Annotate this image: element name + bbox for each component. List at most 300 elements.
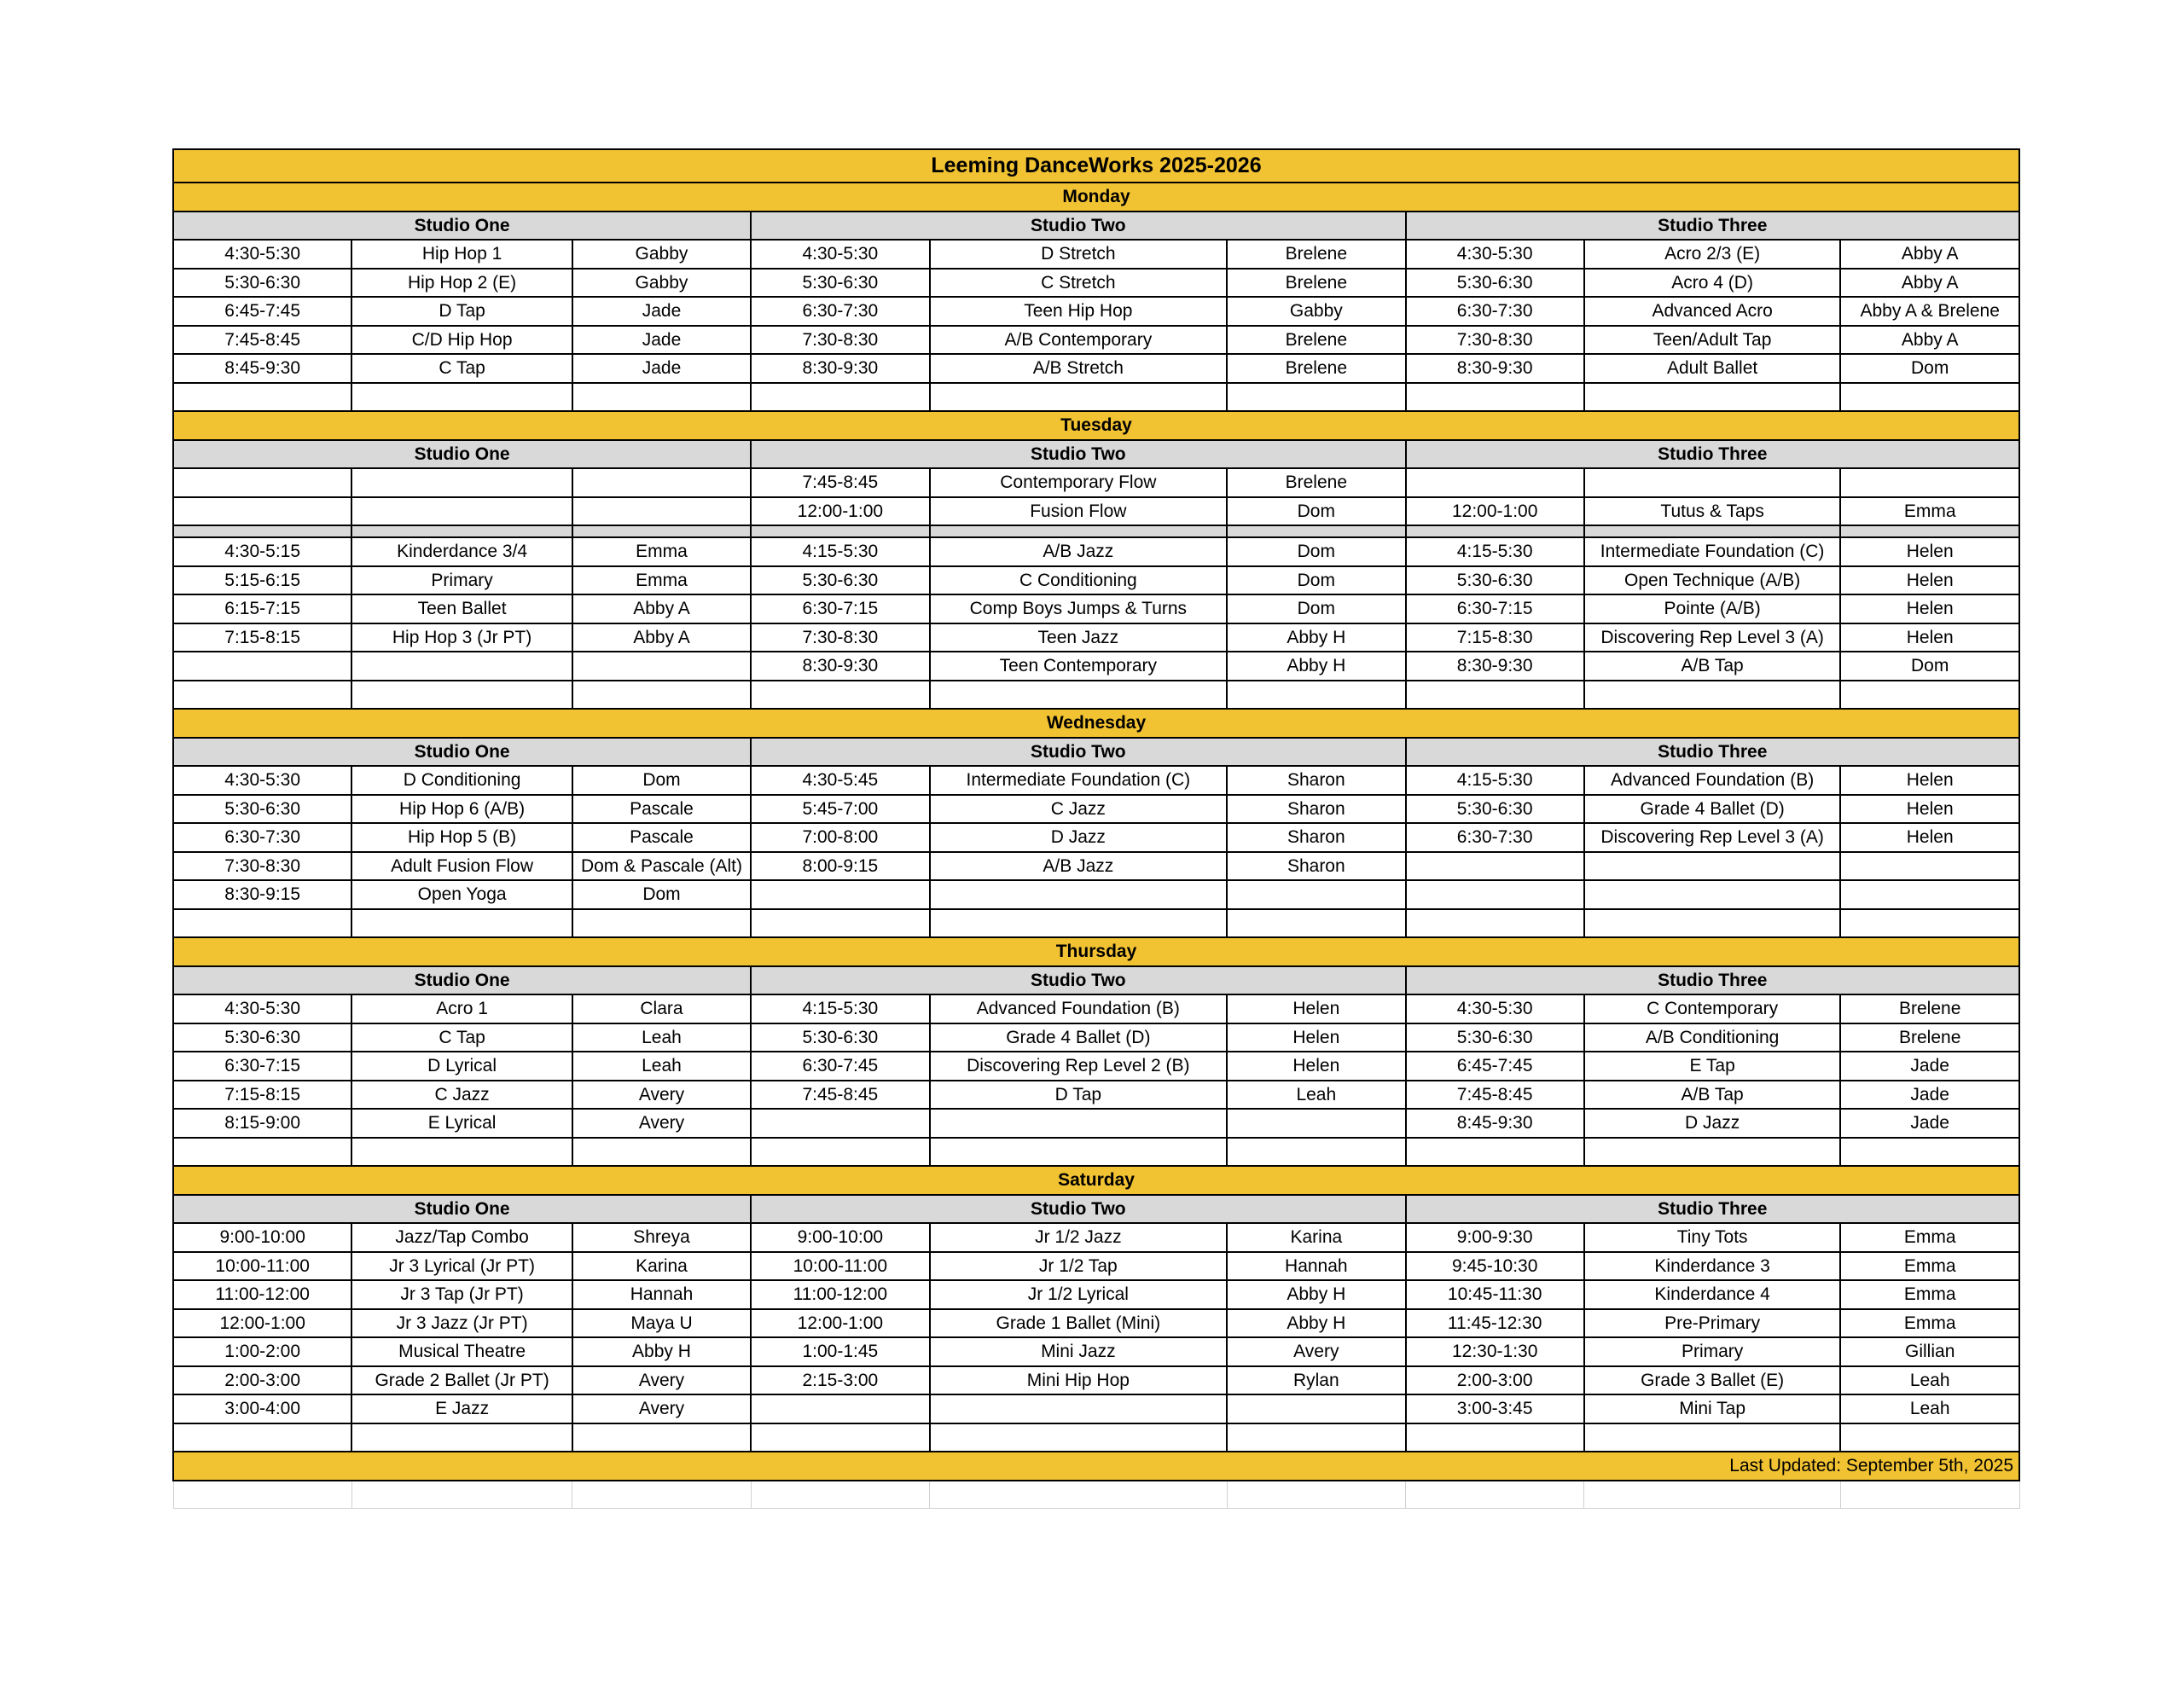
instructor-cell bbox=[1840, 909, 2019, 938]
instructor-cell: Helen bbox=[1840, 566, 2019, 595]
time-cell: 7:45-8:45 bbox=[751, 1081, 929, 1110]
separator-row bbox=[173, 525, 2019, 537]
instructor-cell: Leah bbox=[572, 1023, 751, 1052]
instructor-cell: Sharon bbox=[1227, 823, 1405, 852]
instructor-cell: Emma bbox=[1840, 1252, 2019, 1281]
class-cell bbox=[930, 1394, 1228, 1423]
class-cell bbox=[1584, 1138, 1841, 1167]
time-cell bbox=[173, 468, 351, 497]
time-cell: 7:45-8:45 bbox=[751, 468, 929, 497]
instructor-cell bbox=[572, 497, 751, 526]
time-cell: 12:30-1:30 bbox=[1406, 1337, 1584, 1366]
time-cell: 4:15-5:30 bbox=[751, 537, 929, 566]
class-cell bbox=[1584, 468, 1841, 497]
time-cell: 7:00-8:00 bbox=[751, 823, 929, 852]
class-cell: Contemporary Flow bbox=[930, 468, 1228, 497]
schedule-row bbox=[173, 909, 2019, 938]
instructor-cell: Helen bbox=[1840, 823, 2019, 852]
class-cell: Primary bbox=[351, 566, 572, 595]
instructor-cell: Gabby bbox=[1227, 297, 1405, 326]
time-cell: 7:15-8:15 bbox=[173, 623, 351, 652]
time-cell: 6:30-7:15 bbox=[173, 1052, 351, 1081]
instructor-cell bbox=[572, 1138, 751, 1167]
instructor-cell: Dom & Pascale (Alt) bbox=[572, 852, 751, 881]
time-cell bbox=[173, 681, 351, 710]
instructor-cell: Emma bbox=[572, 566, 751, 595]
schedule-row bbox=[173, 1138, 2019, 1167]
class-cell: Primary bbox=[1584, 1337, 1841, 1366]
time-cell: 5:30-6:30 bbox=[751, 566, 929, 595]
instructor-cell: Avery bbox=[572, 1366, 751, 1395]
instructor-cell bbox=[1840, 880, 2019, 909]
class-cell bbox=[930, 880, 1228, 909]
class-cell: Teen Ballet bbox=[351, 594, 572, 623]
instructor-cell bbox=[1227, 880, 1405, 909]
schedule-table bbox=[172, 148, 2020, 1509]
class-cell: C Tap bbox=[351, 1023, 572, 1052]
instructor-cell: Hannah bbox=[572, 1280, 751, 1309]
class-cell: C/D Hip Hop bbox=[351, 326, 572, 355]
class-cell: Acro 1 bbox=[351, 994, 572, 1023]
class-cell: Teen Contemporary bbox=[930, 652, 1228, 681]
schedule-row bbox=[173, 269, 2019, 298]
time-cell: 7:30-8:30 bbox=[173, 852, 351, 881]
time-cell: 7:15-8:15 bbox=[173, 1081, 351, 1110]
class-cell: D Jazz bbox=[1584, 1109, 1841, 1138]
class-cell: Jr 3 Jazz (Jr PT) bbox=[351, 1309, 572, 1338]
schedule-row bbox=[173, 681, 2019, 710]
instructor-cell bbox=[1840, 1138, 2019, 1167]
schedule-row bbox=[173, 652, 2019, 681]
instructor-cell: Abby H bbox=[1227, 1280, 1405, 1309]
time-cell bbox=[1406, 468, 1584, 497]
time-cell: 12:00-1:00 bbox=[1406, 497, 1584, 526]
instructor-cell: Avery bbox=[1227, 1337, 1405, 1366]
instructor-cell bbox=[572, 1423, 751, 1452]
empty-cell bbox=[930, 1481, 1228, 1509]
class-cell: D Jazz bbox=[930, 823, 1228, 852]
instructor-cell: Brelene bbox=[1840, 1023, 2019, 1052]
time-cell: 9:00-9:30 bbox=[1406, 1223, 1584, 1252]
schedule-row bbox=[173, 326, 2019, 355]
schedule-row bbox=[173, 594, 2019, 623]
schedule-row bbox=[173, 1366, 2019, 1395]
time-cell bbox=[751, 1109, 929, 1138]
empty-cell bbox=[173, 1481, 351, 1509]
instructor-cell: Jade bbox=[572, 326, 751, 355]
instructor-cell: Jade bbox=[1840, 1109, 2019, 1138]
time-cell: 8:30-9:30 bbox=[751, 354, 929, 383]
class-cell bbox=[1584, 1423, 1841, 1452]
instructor-cell bbox=[1840, 1423, 2019, 1452]
time-cell: 11:45-12:30 bbox=[1406, 1309, 1584, 1338]
instructor-cell: Emma bbox=[572, 537, 751, 566]
class-cell bbox=[351, 681, 572, 710]
class-cell: C Stretch bbox=[930, 269, 1228, 298]
studio-header-row bbox=[173, 1195, 2019, 1224]
time-cell: 6:45-7:45 bbox=[1406, 1052, 1584, 1081]
class-cell: Intermediate Foundation (C) bbox=[1584, 537, 1841, 566]
time-cell bbox=[751, 1138, 929, 1167]
empty-cell bbox=[572, 1481, 751, 1509]
footer-row bbox=[173, 1452, 2019, 1481]
time-cell: 12:00-1:00 bbox=[751, 1309, 929, 1338]
class-cell: D Tap bbox=[351, 297, 572, 326]
schedule-row bbox=[173, 766, 2019, 795]
time-cell: 8:00-9:15 bbox=[751, 852, 929, 881]
instructor-cell: Abby H bbox=[1227, 652, 1405, 681]
class-cell: Grade 1 Ballet (Mini) bbox=[930, 1309, 1228, 1338]
time-cell: 4:30-5:45 bbox=[751, 766, 929, 795]
class-cell: Mini Tap bbox=[1584, 1394, 1841, 1423]
time-cell: 4:30-5:30 bbox=[1406, 994, 1584, 1023]
class-cell: Mini Jazz bbox=[930, 1337, 1228, 1366]
instructor-cell bbox=[572, 681, 751, 710]
empty-cell bbox=[1584, 1481, 1841, 1509]
instructor-cell: Jade bbox=[572, 297, 751, 326]
time-cell: 5:30-6:30 bbox=[1406, 1023, 1584, 1052]
instructor-cell bbox=[1840, 852, 2019, 881]
time-cell: 4:30-5:15 bbox=[173, 537, 351, 566]
title-row bbox=[173, 149, 2019, 183]
time-cell: 5:15-6:15 bbox=[173, 566, 351, 595]
class-cell: Tiny Tots bbox=[1584, 1223, 1841, 1252]
instructor-cell: Helen bbox=[1227, 1052, 1405, 1081]
instructor-cell: Helen bbox=[1840, 766, 2019, 795]
instructor-cell: Jade bbox=[1840, 1052, 2019, 1081]
class-cell: Advanced Acro bbox=[1584, 297, 1841, 326]
schedule-row bbox=[173, 823, 2019, 852]
time-cell: 1:00-1:45 bbox=[751, 1337, 929, 1366]
time-cell bbox=[173, 1423, 351, 1452]
day-header: Monday bbox=[173, 183, 2019, 212]
class-cell bbox=[930, 909, 1228, 938]
time-cell: 2:00-3:00 bbox=[173, 1366, 351, 1395]
class-cell: D Conditioning bbox=[351, 766, 572, 795]
schedule-row bbox=[173, 1394, 2019, 1423]
studio-header: Studio Three bbox=[1406, 1195, 2020, 1224]
schedule-body bbox=[173, 149, 2019, 1508]
class-cell: C Contemporary bbox=[1584, 994, 1841, 1023]
instructor-cell: Sharon bbox=[1227, 795, 1405, 824]
time-cell bbox=[751, 383, 929, 412]
time-cell bbox=[173, 652, 351, 681]
class-cell bbox=[1584, 681, 1841, 710]
class-cell: A/B Contemporary bbox=[930, 326, 1228, 355]
day-header-row bbox=[173, 411, 2019, 440]
time-cell: 6:30-7:15 bbox=[1406, 594, 1584, 623]
time-cell: 8:45-9:30 bbox=[1406, 1109, 1584, 1138]
schedule-row bbox=[173, 795, 2019, 824]
time-cell bbox=[1406, 681, 1584, 710]
studio-header: Studio Two bbox=[751, 1195, 1405, 1224]
time-cell: 6:45-7:45 bbox=[173, 297, 351, 326]
empty-cell bbox=[1227, 1481, 1405, 1509]
instructor-cell: Dom bbox=[1227, 497, 1405, 526]
time-cell: 8:30-9:30 bbox=[1406, 652, 1584, 681]
instructor-cell: Dom bbox=[1227, 594, 1405, 623]
time-cell bbox=[751, 681, 929, 710]
instructor-cell bbox=[1840, 383, 2019, 412]
time-cell: 7:30-8:30 bbox=[751, 623, 929, 652]
schedule-row bbox=[173, 880, 2019, 909]
time-cell bbox=[751, 880, 929, 909]
class-cell: Jr 1/2 Lyrical bbox=[930, 1280, 1228, 1309]
separator-cell bbox=[1227, 525, 1405, 537]
day-header-row bbox=[173, 1166, 2019, 1195]
class-cell: Kinderdance 3/4 bbox=[351, 537, 572, 566]
day-header-row bbox=[173, 937, 2019, 966]
instructor-cell: Leah bbox=[572, 1052, 751, 1081]
instructor-cell: Shreya bbox=[572, 1223, 751, 1252]
class-cell: Grade 4 Ballet (D) bbox=[930, 1023, 1228, 1052]
class-cell: Grade 4 Ballet (D) bbox=[1584, 795, 1841, 824]
instructor-cell bbox=[572, 383, 751, 412]
time-cell bbox=[751, 1423, 929, 1452]
class-cell: Jr 3 Tap (Jr PT) bbox=[351, 1280, 572, 1309]
class-cell: Grade 3 Ballet (E) bbox=[1584, 1366, 1841, 1395]
instructor-cell: Karina bbox=[1227, 1223, 1405, 1252]
studio-header: Studio Three bbox=[1406, 440, 2020, 469]
time-cell: 5:45-7:00 bbox=[751, 795, 929, 824]
class-cell: Teen Jazz bbox=[930, 623, 1228, 652]
instructor-cell bbox=[572, 468, 751, 497]
time-cell: 5:30-6:30 bbox=[173, 269, 351, 298]
class-cell bbox=[351, 1423, 572, 1452]
schedule-row bbox=[173, 537, 2019, 566]
class-cell: Musical Theatre bbox=[351, 1337, 572, 1366]
instructor-cell: Abby A bbox=[1840, 240, 2019, 269]
empty-cell bbox=[351, 1481, 572, 1509]
instructor-cell: Maya U bbox=[572, 1309, 751, 1338]
class-cell: Hip Hop 2 (E) bbox=[351, 269, 572, 298]
instructor-cell: Hannah bbox=[1227, 1252, 1405, 1281]
class-cell: Open Technique (A/B) bbox=[1584, 566, 1841, 595]
class-cell: A/B Jazz bbox=[930, 852, 1228, 881]
class-cell: D Lyrical bbox=[351, 1052, 572, 1081]
class-cell: Kinderdance 3 bbox=[1584, 1252, 1841, 1281]
time-cell: 4:15-5:30 bbox=[751, 994, 929, 1023]
class-cell: C Tap bbox=[351, 354, 572, 383]
class-cell: C Conditioning bbox=[930, 566, 1228, 595]
schedule-row bbox=[173, 1023, 2019, 1052]
class-cell: A/B Conditioning bbox=[1584, 1023, 1841, 1052]
time-cell: 6:30-7:30 bbox=[1406, 823, 1584, 852]
time-cell: 6:30-7:30 bbox=[173, 823, 351, 852]
time-cell bbox=[751, 1394, 929, 1423]
time-cell: 5:30-6:30 bbox=[751, 269, 929, 298]
studio-header: Studio One bbox=[173, 440, 751, 469]
time-cell: 7:15-8:30 bbox=[1406, 623, 1584, 652]
instructor-cell: Emma bbox=[1840, 497, 2019, 526]
instructor-cell bbox=[1840, 468, 2019, 497]
studio-header-row bbox=[173, 212, 2019, 241]
time-cell: 7:30-8:30 bbox=[751, 326, 929, 355]
time-cell: 3:00-4:00 bbox=[173, 1394, 351, 1423]
studio-header: Studio Two bbox=[751, 738, 1405, 767]
class-cell bbox=[351, 383, 572, 412]
time-cell: 7:45-8:45 bbox=[173, 326, 351, 355]
time-cell: 5:30-6:30 bbox=[1406, 566, 1584, 595]
time-cell: 12:00-1:00 bbox=[173, 1309, 351, 1338]
studio-header: Studio Two bbox=[751, 966, 1405, 995]
instructor-cell: Abby A bbox=[572, 623, 751, 652]
instructor-cell: Emma bbox=[1840, 1309, 2019, 1338]
studio-header: Studio One bbox=[173, 212, 751, 241]
class-cell bbox=[930, 681, 1228, 710]
instructor-cell: Abby A bbox=[1840, 326, 2019, 355]
time-cell: 6:30-7:45 bbox=[751, 1052, 929, 1081]
schedule-row bbox=[173, 354, 2019, 383]
time-cell bbox=[1406, 909, 1584, 938]
time-cell bbox=[173, 1138, 351, 1167]
instructor-cell: Sharon bbox=[1227, 766, 1405, 795]
instructor-cell: Brelene bbox=[1227, 240, 1405, 269]
studio-header-row bbox=[173, 440, 2019, 469]
time-cell bbox=[1406, 852, 1584, 881]
instructor-cell bbox=[1227, 909, 1405, 938]
instructor-cell: Abby A bbox=[1840, 269, 2019, 298]
class-cell: Pre-Primary bbox=[1584, 1309, 1841, 1338]
time-cell: 11:00-12:00 bbox=[173, 1280, 351, 1309]
empty-cell bbox=[1406, 1481, 1584, 1509]
instructor-cell: Helen bbox=[1840, 795, 2019, 824]
studio-header: Studio Three bbox=[1406, 212, 2020, 241]
class-cell: Discovering Rep Level 3 (A) bbox=[1584, 823, 1841, 852]
time-cell: 7:45-8:45 bbox=[1406, 1081, 1584, 1110]
time-cell: 6:30-7:30 bbox=[1406, 297, 1584, 326]
instructor-cell: Helen bbox=[1840, 623, 2019, 652]
instructor-cell: Karina bbox=[572, 1252, 751, 1281]
instructor-cell: Avery bbox=[572, 1394, 751, 1423]
instructor-cell bbox=[1227, 383, 1405, 412]
class-cell: Intermediate Foundation (C) bbox=[930, 766, 1228, 795]
instructor-cell: Dom bbox=[572, 880, 751, 909]
class-cell: Mini Hip Hop bbox=[930, 1366, 1228, 1395]
studio-header: Studio One bbox=[173, 738, 751, 767]
schedule-row bbox=[173, 1252, 2019, 1281]
time-cell: 5:30-6:30 bbox=[173, 1023, 351, 1052]
schedule-title: Leeming DanceWorks 2025-2026 bbox=[173, 149, 2019, 183]
time-cell: 11:00-12:00 bbox=[751, 1280, 929, 1309]
time-cell: 6:30-7:15 bbox=[751, 594, 929, 623]
class-cell: Adult Ballet bbox=[1584, 354, 1841, 383]
schedule-row bbox=[173, 383, 2019, 412]
instructor-cell: Gabby bbox=[572, 240, 751, 269]
instructor-cell: Helen bbox=[1840, 594, 2019, 623]
empty-grid-row bbox=[173, 1481, 2019, 1509]
class-cell: E Tap bbox=[1584, 1052, 1841, 1081]
instructor-cell: Avery bbox=[572, 1109, 751, 1138]
class-cell bbox=[351, 1138, 572, 1167]
class-cell: Discovering Rep Level 3 (A) bbox=[1584, 623, 1841, 652]
instructor-cell: Dom bbox=[1840, 354, 2019, 383]
time-cell: 4:15-5:30 bbox=[1406, 537, 1584, 566]
instructor-cell: Helen bbox=[1227, 1023, 1405, 1052]
instructor-cell bbox=[1227, 1109, 1405, 1138]
class-cell: Acro 4 (D) bbox=[1584, 269, 1841, 298]
time-cell: 4:15-5:30 bbox=[1406, 766, 1584, 795]
time-cell: 2:00-3:00 bbox=[1406, 1366, 1584, 1395]
time-cell: 4:30-5:30 bbox=[751, 240, 929, 269]
instructor-cell: Brelene bbox=[1227, 269, 1405, 298]
time-cell: 5:30-6:30 bbox=[173, 795, 351, 824]
instructor-cell bbox=[1227, 1423, 1405, 1452]
time-cell: 5:30-6:30 bbox=[751, 1023, 929, 1052]
class-cell bbox=[930, 383, 1228, 412]
time-cell bbox=[173, 909, 351, 938]
time-cell: 9:00-10:00 bbox=[173, 1223, 351, 1252]
schedule-row bbox=[173, 566, 2019, 595]
empty-cell bbox=[1840, 1481, 2019, 1509]
class-cell bbox=[930, 1109, 1228, 1138]
class-cell bbox=[351, 652, 572, 681]
class-cell: Adult Fusion Flow bbox=[351, 852, 572, 881]
class-cell: Teen Hip Hop bbox=[930, 297, 1228, 326]
instructor-cell bbox=[1227, 1394, 1405, 1423]
instructor-cell: Brelene bbox=[1840, 994, 2019, 1023]
separator-cell bbox=[1584, 525, 1841, 537]
instructor-cell bbox=[1840, 681, 2019, 710]
time-cell: 4:30-5:30 bbox=[1406, 240, 1584, 269]
class-cell: Hip Hop 1 bbox=[351, 240, 572, 269]
class-cell: Hip Hop 5 (B) bbox=[351, 823, 572, 852]
schedule-row bbox=[173, 1081, 2019, 1110]
time-cell: 8:30-9:30 bbox=[1406, 354, 1584, 383]
separator-cell bbox=[1840, 525, 2019, 537]
class-cell: Acro 2/3 (E) bbox=[1584, 240, 1841, 269]
schedule-row bbox=[173, 1223, 2019, 1252]
instructor-cell: Helen bbox=[1840, 537, 2019, 566]
time-cell: 9:45-10:30 bbox=[1406, 1252, 1584, 1281]
class-cell bbox=[1584, 852, 1841, 881]
schedule-row bbox=[173, 1337, 2019, 1366]
class-cell: Pointe (A/B) bbox=[1584, 594, 1841, 623]
studio-header: Studio One bbox=[173, 1195, 751, 1224]
time-cell: 8:30-9:15 bbox=[173, 880, 351, 909]
class-cell: E Jazz bbox=[351, 1394, 572, 1423]
time-cell: 6:15-7:15 bbox=[173, 594, 351, 623]
studio-header: Studio Two bbox=[751, 212, 1405, 241]
studio-header-row bbox=[173, 966, 2019, 995]
time-cell: 4:30-5:30 bbox=[173, 766, 351, 795]
time-cell: 8:30-9:30 bbox=[751, 652, 929, 681]
instructor-cell: Leah bbox=[1840, 1366, 2019, 1395]
time-cell: 2:15-3:00 bbox=[751, 1366, 929, 1395]
instructor-cell: Jade bbox=[572, 354, 751, 383]
instructor-cell: Abby H bbox=[1227, 623, 1405, 652]
class-cell bbox=[351, 497, 572, 526]
time-cell: 10:00-11:00 bbox=[751, 1252, 929, 1281]
class-cell: Jr 1/2 Jazz bbox=[930, 1223, 1228, 1252]
instructor-cell: Jade bbox=[1840, 1081, 2019, 1110]
separator-cell bbox=[930, 525, 1228, 537]
day-header: Thursday bbox=[173, 937, 2019, 966]
instructor-cell: Dom bbox=[1227, 537, 1405, 566]
schedule-row bbox=[173, 623, 2019, 652]
instructor-cell: Abby H bbox=[572, 1337, 751, 1366]
schedule-row bbox=[173, 468, 2019, 497]
class-cell bbox=[1584, 909, 1841, 938]
class-cell: Open Yoga bbox=[351, 880, 572, 909]
class-cell: A/B Tap bbox=[1584, 1081, 1841, 1110]
time-cell: 5:30-6:30 bbox=[1406, 795, 1584, 824]
separator-cell bbox=[351, 525, 572, 537]
time-cell: 3:00-3:45 bbox=[1406, 1394, 1584, 1423]
time-cell: 10:45-11:30 bbox=[1406, 1280, 1584, 1309]
day-header-row bbox=[173, 709, 2019, 738]
time-cell bbox=[1406, 383, 1584, 412]
